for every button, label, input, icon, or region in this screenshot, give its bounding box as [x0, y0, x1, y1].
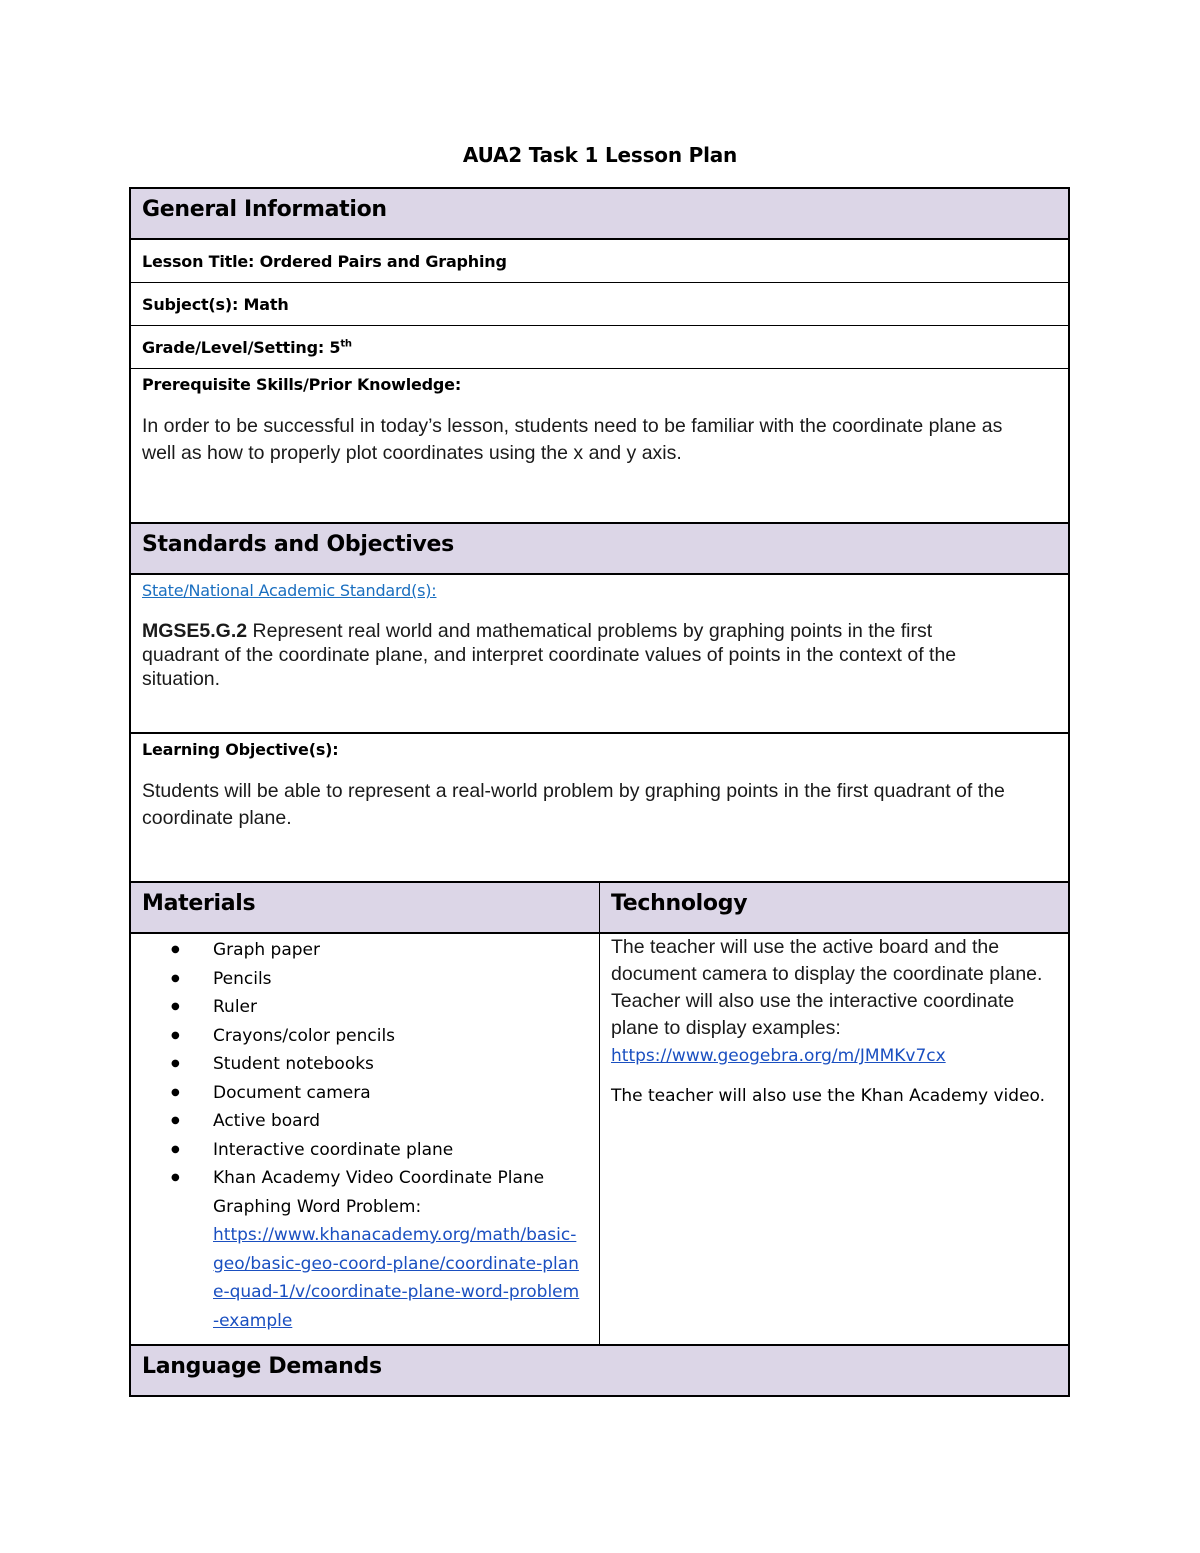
list-item: ● Active board: [171, 1107, 583, 1136]
khan-video-link[interactable]: https://www.khanacademy.org/math/basic-geo/basic-geo-coord-plane/coordinate-plane-quad-1/v/coordinate-plane-word-problem-example: [213, 1225, 580, 1331]
materials-list: [171, 936, 583, 1335]
prereq-text: In order to be successful in today’s lesson, students need to be familiar with the coordinate plane as well as how to properly plot coordinates using the x and y axis.: [142, 415, 1003, 464]
grade-sup: th: [340, 338, 352, 350]
khan-video-label: Khan Academy Video Coordinate Plane Graphing Word Problem:: [213, 1168, 545, 1217]
technology-note: The teacher will also use the Khan Academy video.: [611, 1086, 1046, 1106]
geogebra-link[interactable]: https://www.geogebra.org/m/JMMKv7cx: [611, 1046, 946, 1066]
lesson-title: Lesson Title: Ordered Pairs and Graphing: [142, 252, 507, 271]
list-item: ● Interactive coordinate plane: [171, 1136, 583, 1165]
standards-heading: Standards and Objectives: [142, 532, 454, 557]
technology-header-cell: [600, 883, 1068, 932]
language-heading: Language Demands: [142, 1354, 382, 1379]
list-item: ● Pencils: [171, 965, 583, 994]
list-item: ● Graph paper: [171, 936, 583, 965]
objective-row: [131, 734, 1068, 883]
general-info-heading: General Information: [142, 197, 387, 222]
page-title: AUA2 Task 1 Lesson Plan: [462, 143, 738, 167]
general-info-header: [131, 189, 1068, 240]
materials-header-cell: [131, 883, 600, 932]
subjects: Subject(s): Math: [142, 295, 289, 314]
lesson-plan-table: [129, 187, 1070, 1397]
materials-tech-row: [131, 934, 1068, 1346]
objective-text: Students will be able to represent a real-world problem by graphing points in the first quadrant of the coordinate plane.: [142, 780, 1005, 829]
language-header: [131, 1346, 1068, 1397]
list-item: ● Document camera: [171, 1079, 583, 1108]
technology-description: The teacher will use the active board and the document camera to display the coordinate plane. Teacher will also use the interactive coordinate plane to display examples:: [611, 936, 1043, 1039]
standards-row: [131, 575, 1068, 734]
subjects-row: [131, 283, 1068, 326]
standards-link[interactable]: State/National Academic Standard(s):: [142, 581, 437, 600]
grade-label: Grade/Level/Setting: 5: [142, 338, 341, 357]
lesson-title-row: [131, 240, 1068, 283]
standards-header: [131, 524, 1068, 575]
list-item: ● Ruler: [171, 993, 583, 1022]
prereq-row: [131, 369, 1068, 524]
list-item: ● Student notebooks: [171, 1050, 583, 1079]
standard-text: [142, 619, 1008, 691]
standard-code: MGSE5.G.2: [142, 620, 248, 642]
technology-text: [611, 934, 1058, 1070]
materials-cell: [131, 934, 600, 1344]
grade-level: [142, 338, 352, 357]
materials-tech-header: [131, 883, 1068, 934]
technology-heading: Technology: [611, 891, 748, 916]
objective-label: Learning Objective(s):: [142, 740, 339, 759]
list-item: [171, 1164, 583, 1335]
grade-row: [131, 326, 1068, 369]
list-item: ● Crayons/color pencils: [171, 1022, 583, 1051]
materials-heading: Materials: [142, 891, 256, 916]
standard-description: Represent real world and mathematical problems by graphing points in the first quadrant of the coordinate plane, and interpret coordinate values of points in the context of the situation.: [142, 620, 957, 690]
prereq-label: Prerequisite Skills/Prior Knowledge:: [142, 375, 462, 394]
technology-cell: [600, 934, 1068, 1344]
